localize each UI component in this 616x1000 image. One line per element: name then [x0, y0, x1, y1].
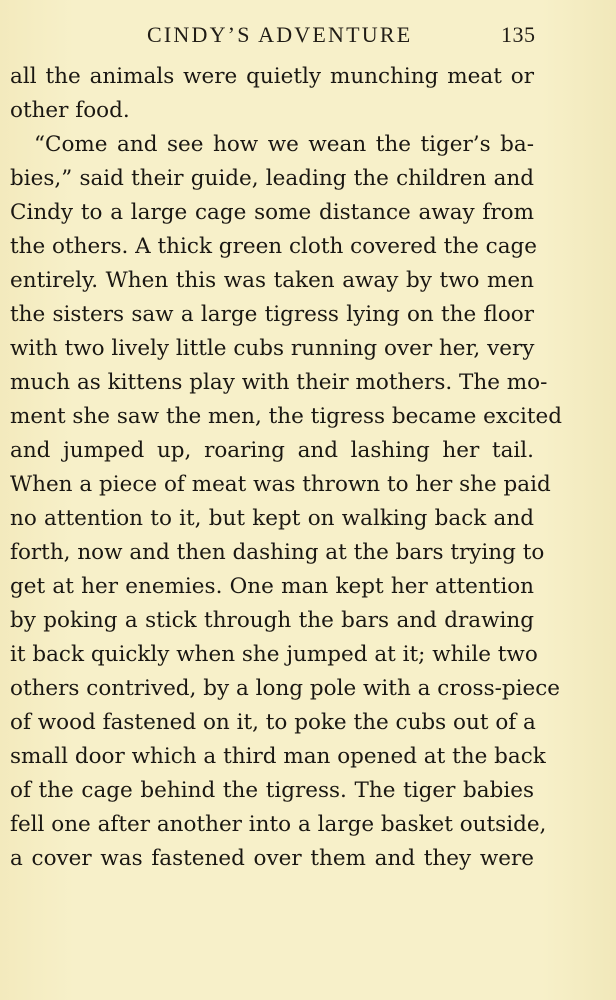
text-line: Cindy to a large cage some distance away from — [10, 200, 534, 225]
text-line: no attention to it, but kept on walking back and — [10, 506, 534, 531]
text-line: “Come and see how we wean the tiger’s ba- — [34, 132, 534, 157]
text-line: and jumped up, roaring and lashing her tail. — [10, 438, 534, 463]
text-line: entirely. When this was taken away by two men — [10, 268, 534, 293]
text-line: forth, now and then dashing at the bars trying to — [10, 540, 545, 565]
running-title: CINDY’S ADVENTURE — [147, 22, 413, 47]
text-line: the others. A thick green cloth covered the cage — [10, 234, 538, 259]
text-line: small door which a third man opened at the back — [10, 744, 546, 769]
text-line: ment she saw the men, the tigress became excited — [10, 404, 563, 429]
text-line: much as kittens play with their mothers. The mo- — [10, 370, 548, 395]
text-line: bies,” said their guide, leading the children and — [10, 166, 534, 191]
text-line: with two lively little cubs running over her, very — [10, 336, 535, 361]
text-line: get at her enemies. One man kept her attention — [10, 574, 534, 599]
text-line: it back quickly when she jumped at it; while two — [10, 642, 538, 667]
text-line: by poking a stick through the bars and drawing — [10, 608, 534, 633]
text-line: When a piece of meat was thrown to her she paid — [10, 472, 551, 497]
page-number: 135 — [501, 22, 536, 47]
text-line: of the cage behind the tigress. The tiger babies — [10, 778, 534, 803]
text-line: others contrived, by a long pole with a cross-piece — [10, 676, 561, 701]
text-line: the sisters saw a large tigress lying on the floor — [10, 302, 534, 327]
text-line: of wood fastened on it, to poke the cubs out of a — [10, 710, 536, 735]
text-line: fell one after another into a large basket outside, — [10, 812, 547, 837]
body-text — [10, 60, 563, 876]
text-line: a cover was fastened over them and they were — [10, 846, 534, 871]
text-line: all the animals were quietly munching meat or — [10, 64, 534, 89]
running-head — [0, 22, 616, 50]
text-line: other food. — [10, 98, 130, 123]
